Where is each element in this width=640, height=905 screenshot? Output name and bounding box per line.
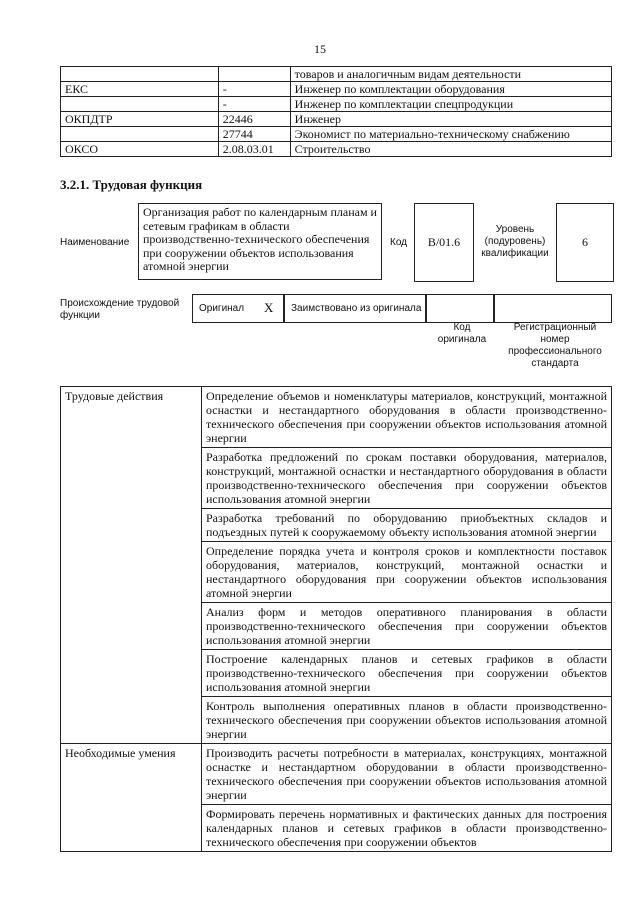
table-cell: Инженер по комплектации спецпродукции <box>290 97 611 112</box>
table-cell: ОКПДТР <box>61 112 219 127</box>
table-cell: Экономист по материально-техническому снабжению <box>290 127 611 142</box>
table-cell: - <box>218 82 290 97</box>
table-row <box>61 67 612 82</box>
code-label: Код <box>390 237 408 248</box>
reg-number-caption: Регистрационный номер профессионального стандарта <box>508 322 602 369</box>
labor-action-item: Определение порядка учета и контроля сроков и комплектности поставок оборудования, материалов, конструкций, монтажной оснастки и нестандартного оборудования при сооружении объектов использования атомной энергии <box>202 542 612 603</box>
table-row <box>61 127 612 142</box>
origin-borrowed-cell <box>284 294 426 323</box>
origin-label: Происхождение трудовой функции <box>60 298 180 321</box>
classification-table <box>60 66 612 157</box>
labor-actions-table <box>60 386 612 852</box>
qualification-level-label: Уровень (подуровень) квалификации <box>481 224 549 259</box>
table-row <box>61 97 612 112</box>
table-cell: Инженер по комплектации оборудования <box>290 82 611 97</box>
table-cell: ОКСО <box>61 142 219 157</box>
section-title: 3.2.1. Трудовая функция <box>60 177 203 192</box>
table-cell: 2.08.03.01 <box>218 142 290 157</box>
code-original-caption: Код оригинала <box>437 322 487 345</box>
table-row <box>61 112 612 127</box>
table-row <box>61 142 612 157</box>
table-cell: Строительство <box>290 142 611 157</box>
table-row <box>61 744 612 805</box>
origin-original-label: Оригинал <box>199 303 245 314</box>
origin-reg-cell <box>494 294 612 323</box>
table-cell: ЕКС <box>61 82 219 97</box>
function-name: Организация работ по календарным планам и сетевым графикам в области производственно-технического обеспечения при сооружении объектов использования атомной энергии <box>138 203 382 280</box>
labor-action-item: Анализ форм и методов оперативного планирования в области производственно-технического обеспечения при сооружении объектов использования атомной энергии <box>202 603 612 650</box>
table-cell <box>61 67 219 82</box>
required-skills-label: Необходимые умения <box>61 744 202 852</box>
table-cell <box>61 97 219 112</box>
table-cell <box>61 127 219 142</box>
labor-action-item: Контроль выполнения оперативных планов в области производственно-технического обеспечения при сооружении объектов использования атомной энергии <box>202 697 612 744</box>
table-cell: товаров и аналогичным видам деятельности <box>290 67 611 82</box>
required-skill-item: Формировать перечень нормативных и фактических данных для построения календарных планов и сетевых графиков в области производственно-технического обеспечения при сооружении объектов <box>202 805 612 852</box>
table-cell: 22446 <box>218 112 290 127</box>
qualification-level: 6 <box>556 203 614 282</box>
origin-original-mark: X <box>264 300 274 315</box>
origin-code-cell <box>426 294 494 323</box>
page-number: 15 <box>314 42 326 56</box>
labor-action-item: Разработка предложений по срокам поставки оборудования, материалов, конструкций, монтажной оснастки и нестандартного оборудования в области производственно-технического обеспечения при сооружении объектов использования атомной энергии <box>202 448 612 509</box>
function-code: В/01.6 <box>414 203 474 282</box>
table-cell <box>218 67 290 82</box>
table-cell: - <box>218 97 290 112</box>
labor-action-item: Определение объемов и номенклатуры материалов, конструкций, монтажной оснастки и нестандартного оборудования в области производственно-технического обеспечения при сооружении объектов использования атомной энергии <box>202 387 612 448</box>
name-label: Наименование <box>60 237 130 248</box>
origin-borrowed-label: Заимствовано из оригинала <box>291 303 422 314</box>
table-row <box>61 387 612 448</box>
labor-action-item: Разработка требований по оборудованию приобъектных складов и подъездных путей к сооружаемому объекту использования атомной энергии <box>202 509 612 542</box>
labor-actions-label: Трудовые действия <box>61 387 202 744</box>
required-skill-item: Производить расчеты потребности в материалах, конструкциях, монтажной оснастке и нестандартном оборудовании в области производственно-технического обеспечения при сооружении объектов использования атомной энергии <box>202 744 612 805</box>
table-row <box>61 82 612 97</box>
table-cell: Инженер <box>290 112 611 127</box>
labor-action-item: Построение календарных планов и сетевых графиков в области производственно-технического обеспечения при сооружении объектов использования атомной энергии <box>202 650 612 697</box>
table-cell: 27744 <box>218 127 290 142</box>
